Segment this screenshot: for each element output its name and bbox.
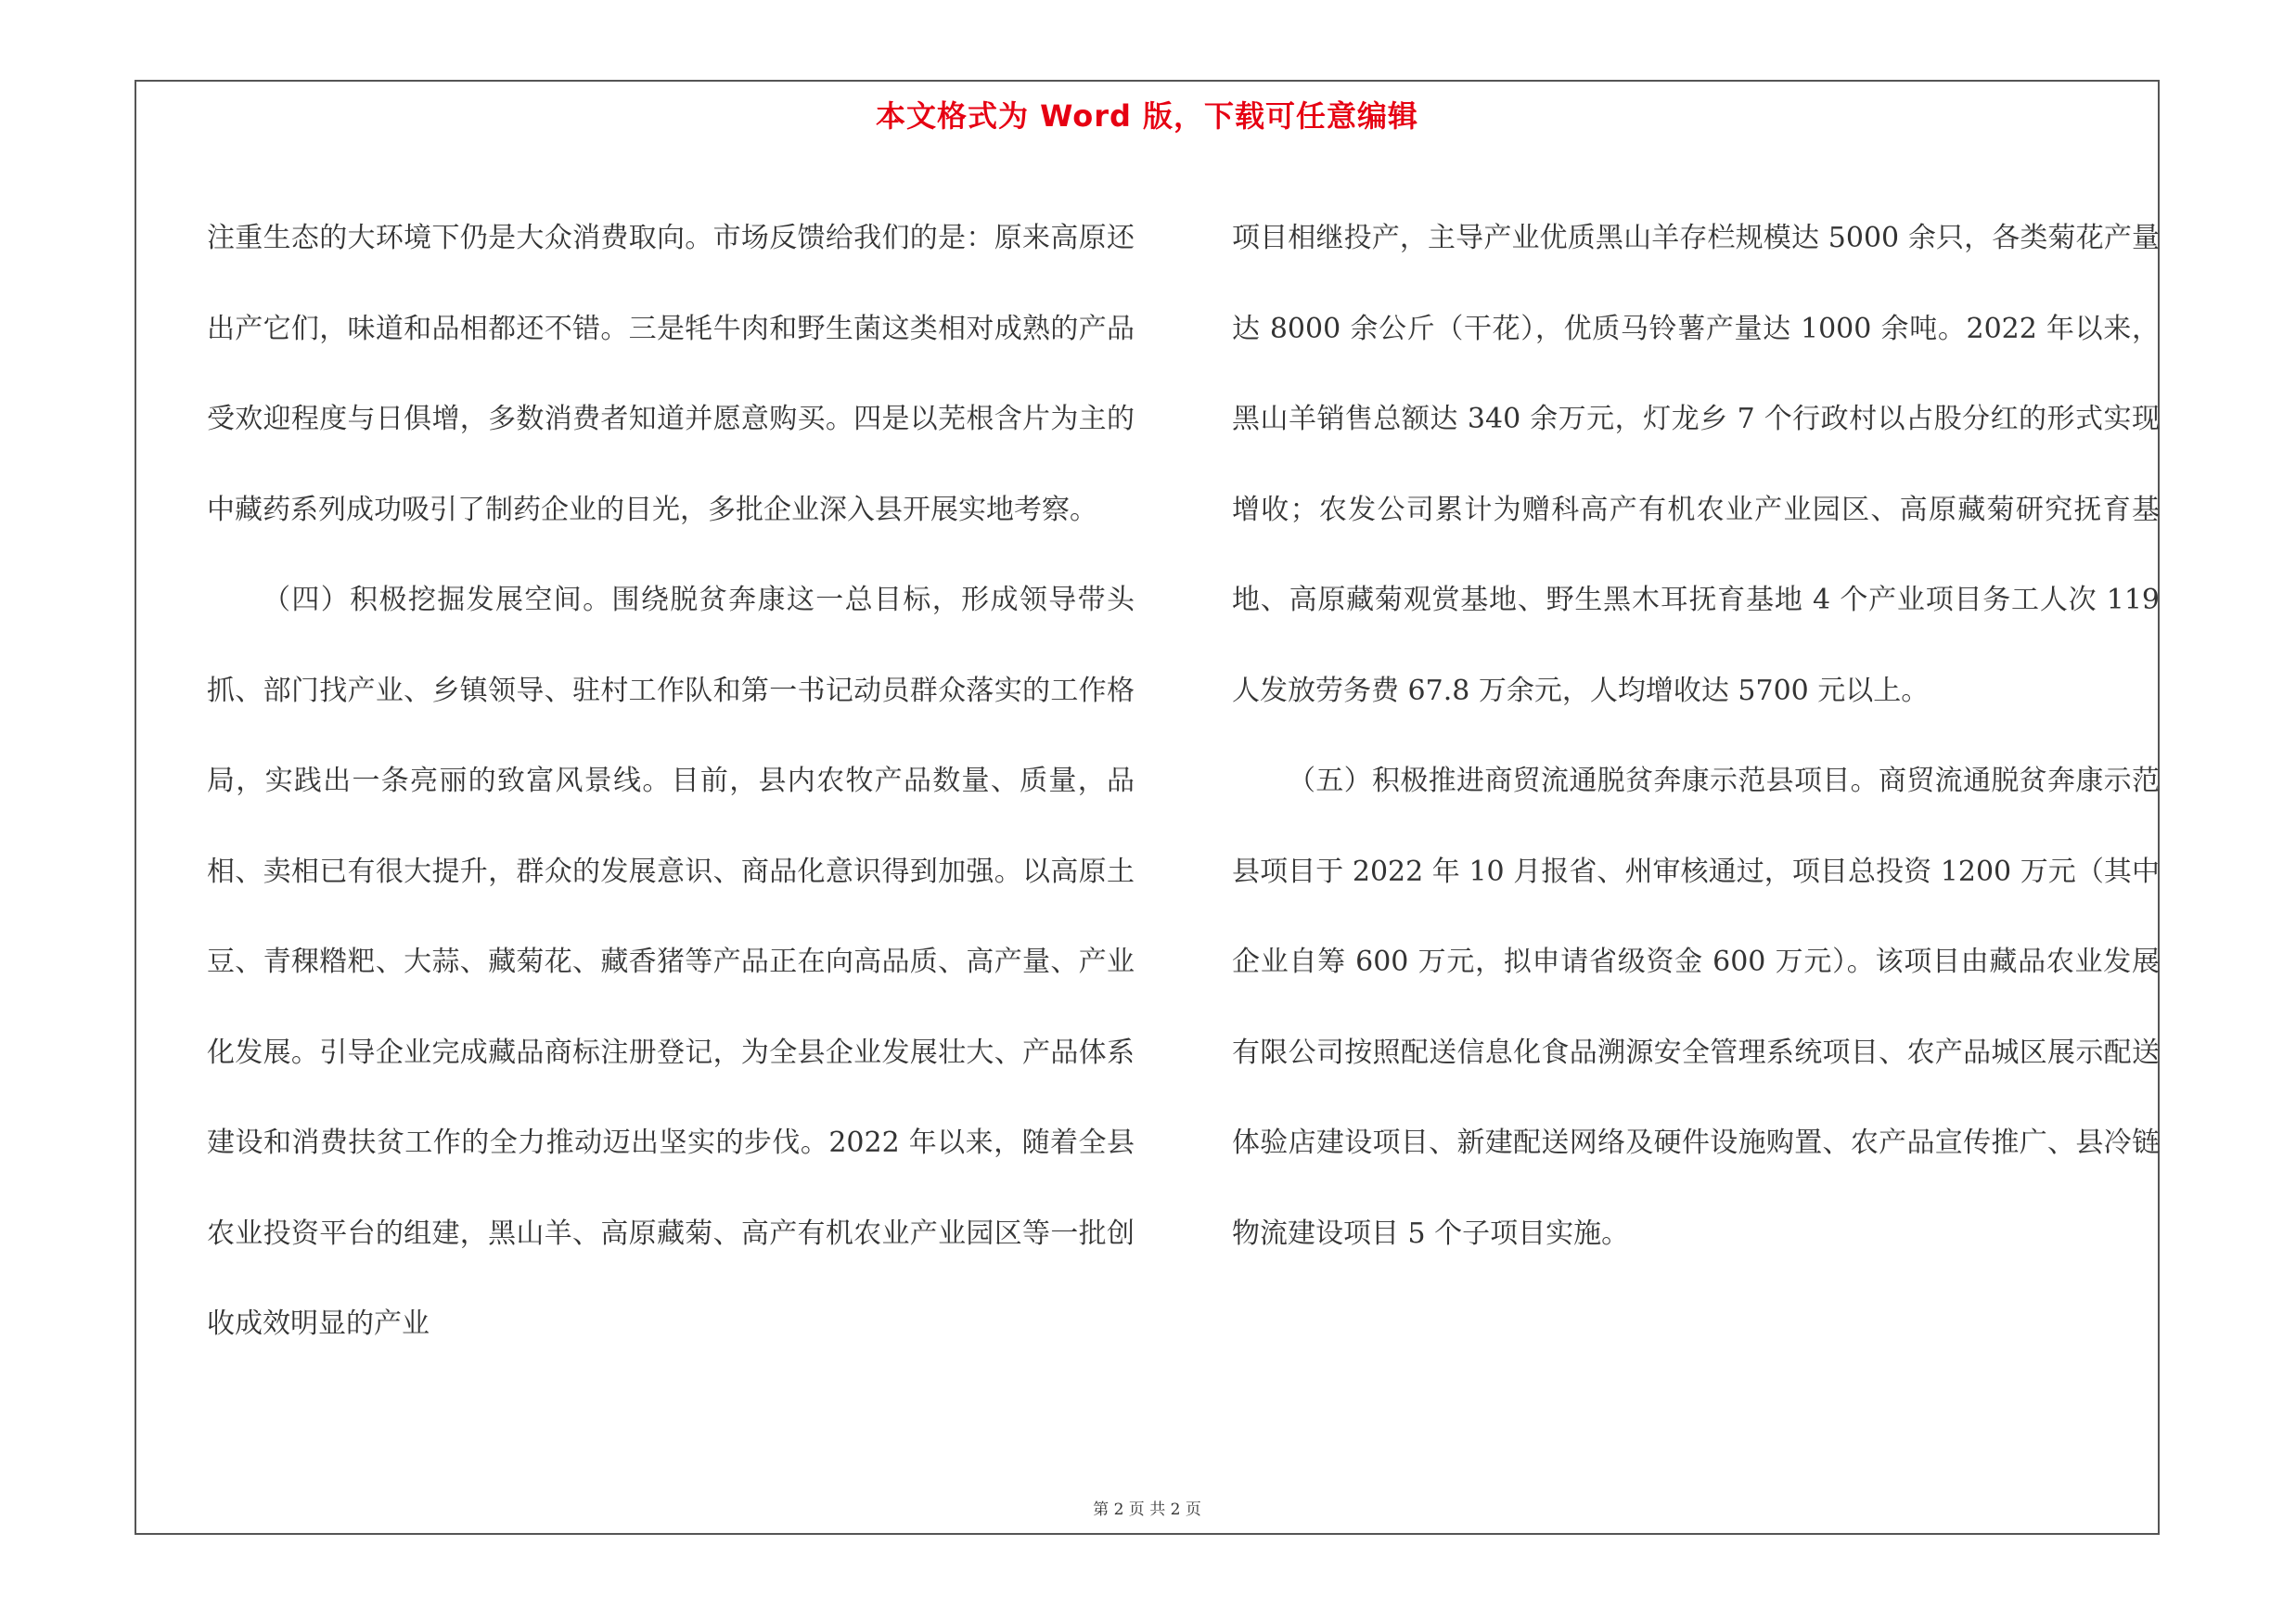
left-column xyxy=(207,193,1135,1370)
paragraph: 项目相继投产，主导产业优质黑山羊存栏规模达 5000 余只，各类菊花产量达 8000 余公斤（干花），优质马铃薯产量达 1000 余吨。2022 年以来，黑山羊销售总额达 340 余万元，灯龙乡 7 个行政村以占股分红的形式实现增收；农发公司累计为赠科高产有机农业产业园区、高原藏菊研究抚育基地、高原藏菊观赏基地、野生黑木耳抚育基地 4 个产业项目务工人次 119 人发放劳务费 67.8 万余元，人均增收达 5700 元以上。 xyxy=(1232,222,2160,707)
page-frame xyxy=(135,80,2160,1535)
paragraph: 注重生态的大环境下仍是大众消费取向。市场反馈给我们的是：原来高原还出产它们，味道和品相都还不错。三是牦牛肉和野生菌这类相对成熟的产品受欢迎程度与日俱增，多数消费者知道并愿意购买。四是以芜根含片为主的中藏药系列成功吸引了制药企业的目光，多批企业深入县开展实地考察。 xyxy=(207,222,1135,526)
page-header: 本文格式为 Word 版，下载可任意编辑 xyxy=(875,98,1419,134)
right-column xyxy=(1232,193,2160,1279)
page-footer: 第 2 页 共 2 页 xyxy=(1093,1501,1201,1519)
paragraph: （四）积极挖掘发展空间。围绕脱贫奔康这一总目标，形成领导带头抓、部门找产业、乡镇领导、驻村工作队和第一书记动员群众落实的工作格局，实践出一条亮丽的致富风景线。目前，县内农牧产品数量、质量，品相、卖相已有很大提升，群众的发展意识、商品化意识得到加强。以高原土豆、青稞糌粑、大蒜、藏菊花、藏香猪等产品正在向高品质、高产量、产业化发展。引导企业完成藏品商标注册登记，为全县企业发展壮大、产品体系建设和消费扶贫工作的全力推动迈出坚实的步伐。2022 年以来，随着全县农业投资平台的组建，黑山羊、高原藏菊、高产有机农业产业园区等一批创收成效明显的产业 xyxy=(207,584,1135,1340)
paragraph: （五）积极推进商贸流通脱贫奔康示范县项目。商贸流通脱贫奔康示范县项目于 2022 年 10 月报省、州审核通过，项目总投资 1200 万元（其中企业自筹 600 万元，拟申请省级资金 600 万元）。该项目由藏品农业发展有限公司按照配送信息化食品溯源安全管理系统项目、农产品城区展示配送体验店建设项目、新建配送网络及硬件设施购置、农产品宣传推广、县冷链物流建设项目 5 个子项目实施。 xyxy=(1232,765,2160,1250)
